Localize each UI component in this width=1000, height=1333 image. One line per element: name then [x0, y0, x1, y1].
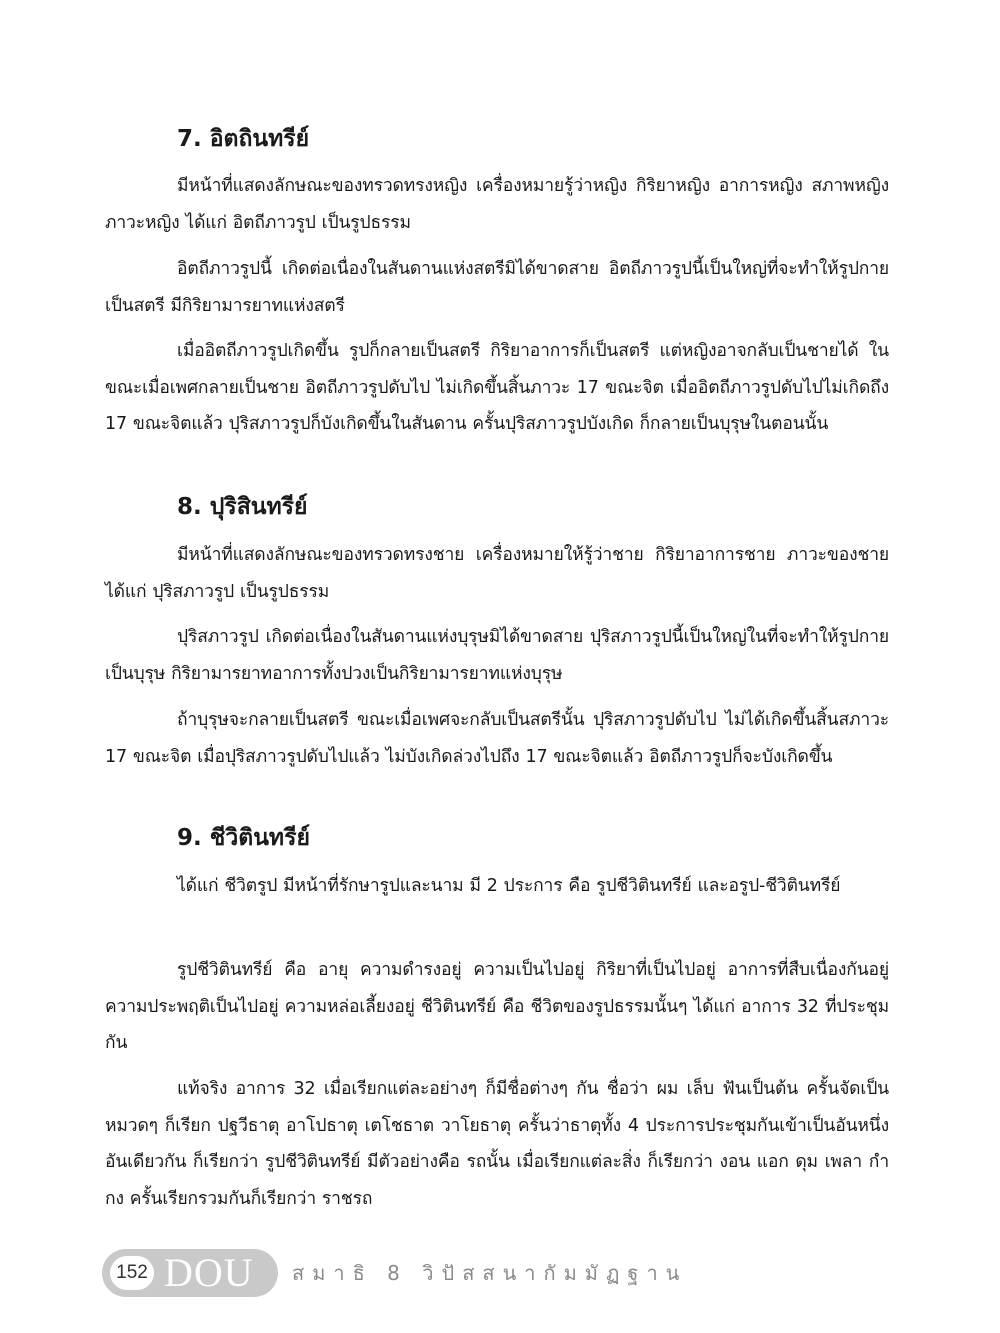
- footer-badge: [102, 1249, 278, 1297]
- paragraph-7-1: มีหน้าที่แสดงลักษณะของทรวดทรงหญิง เครื่องหมายรู้ว่าหญิง กิริยาหญิง อาการหญิง สภาพหญิง ภาวะหญิง ได้แก่ อิตถีภาวรูป เป็นรูปธรรม: [105, 176, 889, 233]
- brand-logo: DOU: [164, 1250, 254, 1295]
- section-heading-7: 7. อิตถินทรีย์: [177, 126, 310, 152]
- page-footer: [102, 1248, 687, 1298]
- paragraph-7-2: อิตถีภาวรูปนี้ เกิดต่อเนื่องในสันดานแห่งสตรีมิได้ขาดสาย อิตถีภาวรูปนี้เป็นใหญ่ที่จะทำให้รูปกายเป็นสตรี มีกิริยามารยาทแห่งสตรี: [105, 259, 889, 316]
- section-heading-9: 9. ชีวิตินทรีย์: [177, 825, 310, 851]
- paragraph-9-3: แท้จริง อาการ 32 เมื่อเรียกแต่ละอย่างๆ ก็มีชื่อต่างๆ กัน ชื่อว่า ผม เล็บ ฟันเป็นต้น ครั้นจัดเป็นหมวดๆ ก็เรียก ปฐวีธาตุ อาโปธาตุ เตโชธาต วาโยธาตุ ครั้นว่าธาตุทั้ง 4 ประการประชุมกันเข้าเป็นอันหนึ่งอันเดียวกัน ก็เรียกว่า รูปชีวิตินทรีย์ มีตัวอย่างคือ รถนั้น เมื่อเรียกแต่ละสิ่ง ก็เรียกว่า งอน แอก ดุม เพลา กำ กง ครั้นเรียกรวมกันก็เรียกว่า ราชรถ: [105, 1079, 889, 1209]
- paragraph-8-3: ถ้าบุรุษจะกลายเป็นสตรี ขณะเมื่อเพศจะกลับเป็นสตรีนั้น ปุริสภาวรูปดับไป ไม่ได้เกิดขึ้นสิ้นสภาวะ 17 ขณะจิต เมื่อปุริสภาวรูปดับไปแล้ว ไม่บังเกิดล่วงไปถึง 17 ขณะจิตแล้ว อิตถีภาวรูปก็จะบังเกิดขึ้น: [105, 710, 889, 767]
- paragraph-9-1: ได้แก่ ชีวิตรูป มีหน้าที่รักษารูปและนาม มี 2 ประการ คือ รูปชีวิตินทรีย์ และอรูป-ชีวิตินทรีย์: [177, 876, 841, 896]
- paragraph-8-2: ปุริสภาวรูป เกิดต่อเนื่องในสันดานแห่งบุรุษมิได้ขาดสาย ปุริสภาวรูปนี้เป็นใหญ่ในที่จะทำให้รูปกายเป็นบุรุษ กิริยามารยาทอาการทั้งปวงเป็นกิริยามารยาทแห่งบุรุษ: [105, 627, 889, 684]
- paragraph-7-3: เมื่ออิตถีภาวรูปเกิดขึ้น รูปก็กลายเป็นสตรี กิริยาอาการก็เป็นสตรี แต่หญิงอาจกลับเป็นชายได้ ในขณะเมื่อเพศกลายเป็นชาย อิตถีภาวรูปดับไป ไม่เกิดขึ้นสิ้นภาวะ 17 ขณะจิต เมื่ออิตถีภาวรูปดับไปไม่เกิดถึง 17 ขณะจิตแล้ว ปุริสภาวรูปก็บังเกิดขึ้นในสันดาน ครั้นปุริสภาวรูปบังเกิด ก็กลายเป็นบุรุษในตอนนั้น: [105, 341, 889, 434]
- paragraph-8-1: มีหน้าที่แสดงลักษณะของทรวดทรงชาย เครื่องหมายให้รู้ว่าชาย กิริยาอาการชาย ภาวะของชาย ได้แก่ ปุริสภาวรูป เป็นรูปธรรม: [105, 545, 889, 602]
- page-number: 152: [110, 1256, 154, 1290]
- section-heading-8: 8. ปุริสินทรีย์: [177, 494, 308, 520]
- paragraph-9-2: รูปชีวิตินทรีย์ คือ อายุ ความดำรงอยู่ ความเป็นไปอยู่ กิริยาที่เป็นไปอยู่ อาการที่สืบเนื่องกันอยู่ ความประพฤติเป็นไปอยู่ ความหล่อเลี้ยงอยู่ ชีวิตินทรีย์ คือ ชีวิตของรูปธรรมนั้นๆ ได้แก่ อาการ 32 ที่ประชุมกัน: [105, 960, 889, 1053]
- book-title: สมาธิ 8 วิปัสสนากัมมัฏฐาน: [292, 1261, 688, 1285]
